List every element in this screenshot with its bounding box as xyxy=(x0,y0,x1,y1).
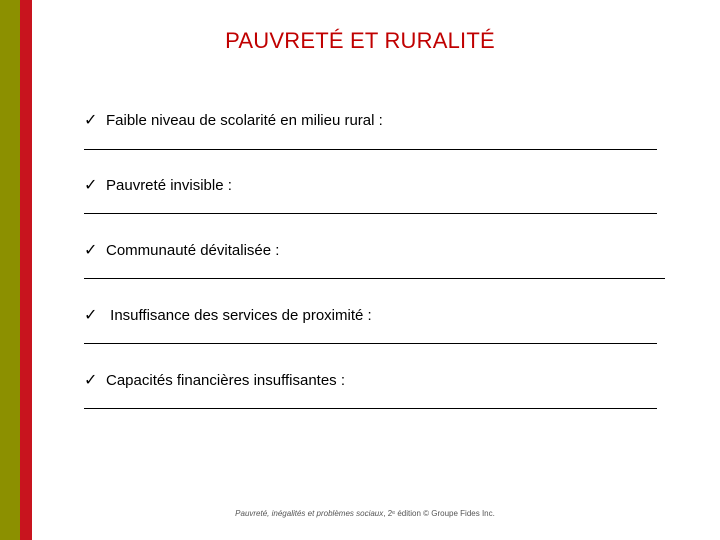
footer-credit xyxy=(0,509,720,518)
checkmark-icon: ✓ xyxy=(84,242,98,259)
list-item xyxy=(84,370,345,390)
footer-book-title: Pauvreté, inégalités et problèmes sociaux xyxy=(235,509,384,518)
slide-title: PAUVRETÉ ET RURALITÉ xyxy=(225,28,495,53)
list-item-label: Pauvreté invisible : xyxy=(106,177,232,194)
list-item-label: Communauté dévitalisée : xyxy=(106,242,280,259)
checkmark-icon: ✓ xyxy=(84,177,98,194)
checkmark-icon: ✓ xyxy=(84,112,98,129)
answer-line xyxy=(84,278,665,279)
left-accent-bar-red xyxy=(20,0,32,540)
list-item xyxy=(84,240,279,260)
checkmark-icon: ✓ xyxy=(84,307,98,324)
answer-line xyxy=(84,343,657,344)
footer-edition: , 2ᵉ édition © Groupe Fides Inc. xyxy=(383,509,495,518)
answer-line xyxy=(84,149,657,150)
list-item xyxy=(84,175,232,195)
list-item xyxy=(84,305,372,325)
list-item-label: Insuffisance des services de proximité : xyxy=(106,307,372,324)
list-item xyxy=(84,110,383,130)
left-accent-bar-olive xyxy=(0,0,20,540)
checkmark-icon: ✓ xyxy=(84,372,98,389)
list-item-label: Faible niveau de scolarité en milieu rural : xyxy=(106,112,383,129)
answer-line xyxy=(84,213,657,214)
list-item-label: Capacités financières insuffisantes : xyxy=(106,372,346,389)
answer-line xyxy=(84,408,657,409)
